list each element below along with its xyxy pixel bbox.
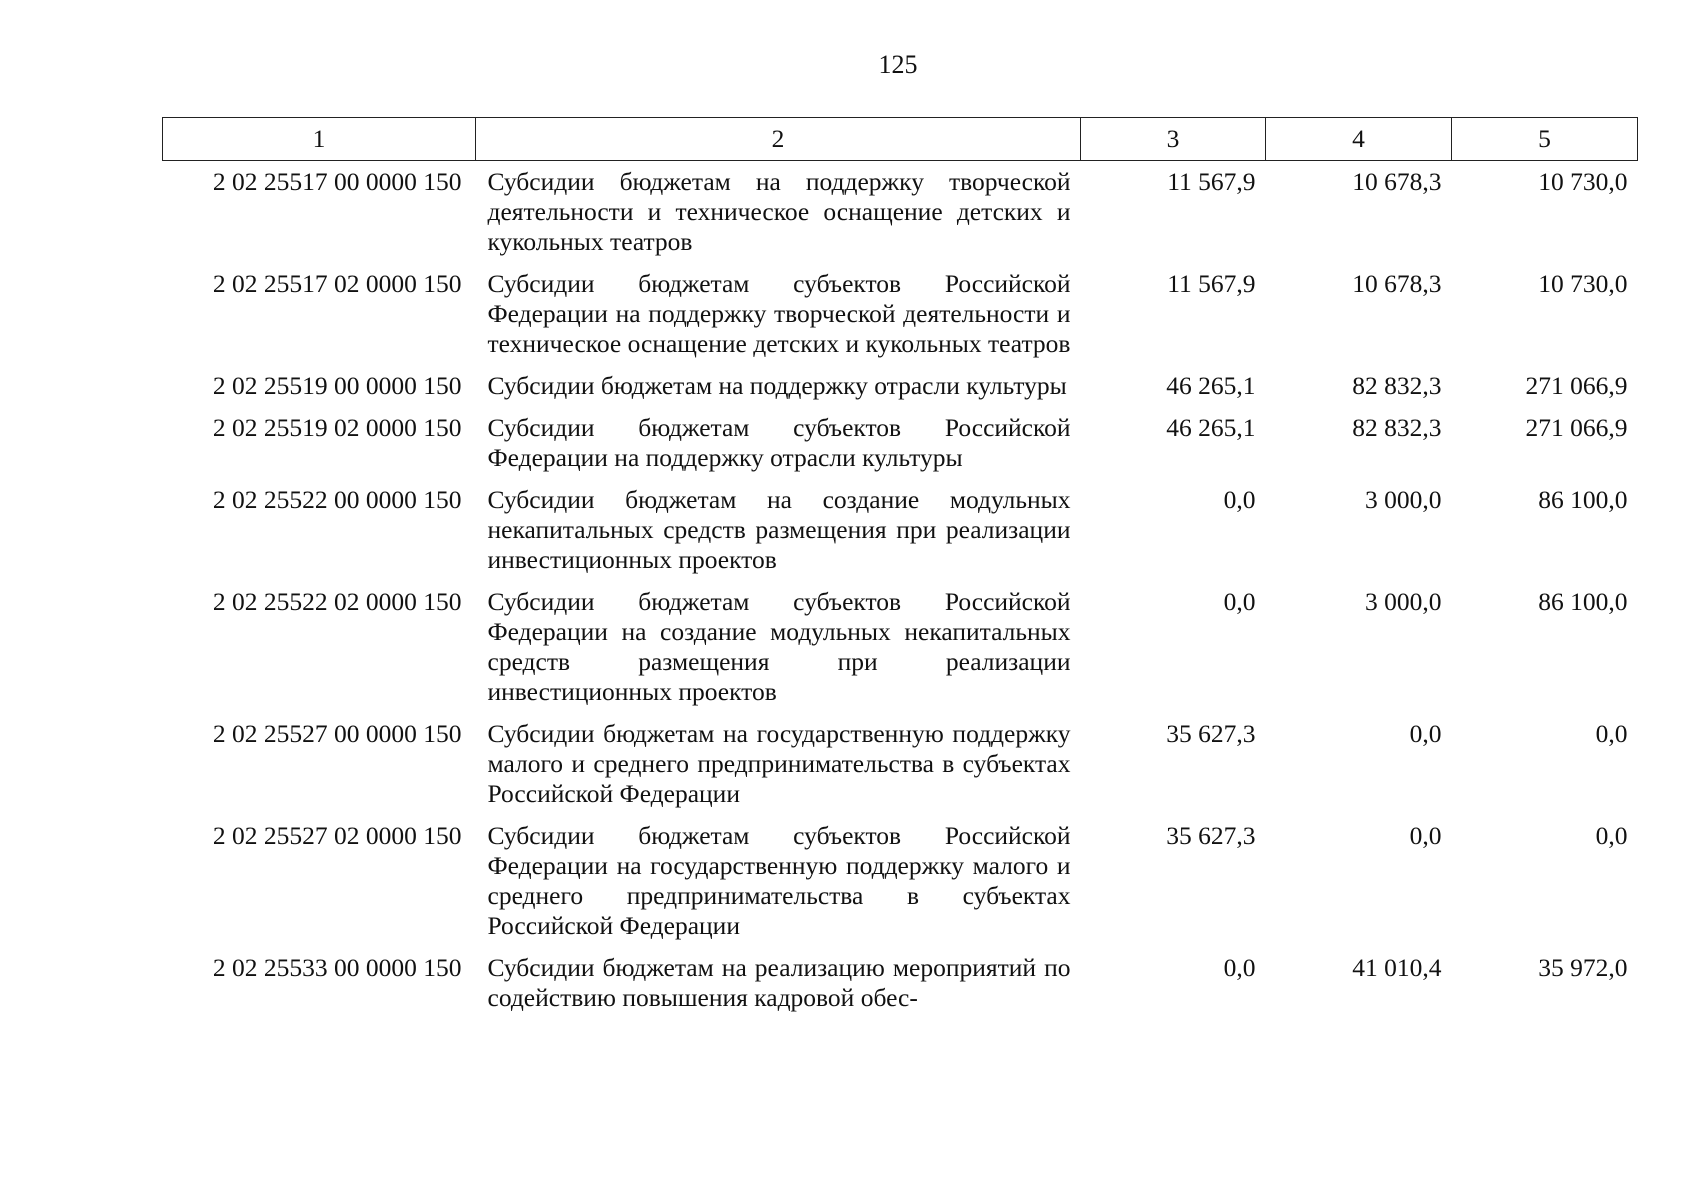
row-description: Субсидии бюджетам на создание модульных некапитальных средств размещения при реализации инвестиционных проектов xyxy=(487,485,1071,574)
header-col-4: 4 xyxy=(1266,118,1452,161)
amount-col-3: 46 265,1 xyxy=(1166,371,1256,400)
amount-col-4: 82 832,3 xyxy=(1352,413,1442,442)
amount-col-5: 35 972,0 xyxy=(1538,953,1628,982)
table-row xyxy=(163,815,1638,947)
budget-code: 2 02 25527 02 0000 150 xyxy=(212,821,462,850)
amount-col-4: 82 832,3 xyxy=(1352,371,1442,400)
row-description: Субсидии бюджетам субъектов Российской Федерации на поддержку отрасли культуры xyxy=(487,413,1071,472)
table-header xyxy=(163,118,1638,161)
table-row xyxy=(163,161,1638,264)
amount-col-5: 0,0 xyxy=(1595,719,1628,748)
row-description: Субсидии бюджетам на государственную поддержку малого и среднего предпринимательства в субъектах Российской Федерации xyxy=(487,719,1071,808)
amount-col-5: 271 066,9 xyxy=(1525,413,1628,442)
amount-col-3: 35 627,3 xyxy=(1166,719,1256,748)
amount-col-4: 3 000,0 xyxy=(1365,587,1442,616)
row-description: Субсидии бюджетам на реализацию мероприятий по содействию повышения кадровой обес- xyxy=(487,953,1071,1012)
table-row xyxy=(163,947,1638,1019)
header-col-2: 2 xyxy=(476,118,1081,161)
amount-col-4: 10 678,3 xyxy=(1352,167,1442,196)
budget-table xyxy=(162,117,1638,1019)
amount-col-3: 0,0 xyxy=(1223,485,1256,514)
amount-col-4: 3 000,0 xyxy=(1365,485,1442,514)
row-description: Субсидии бюджетам субъектов Российской Федерации на поддержку творческой деятельности и техническое оснащение детских и кукольных театров xyxy=(487,269,1071,358)
budget-code: 2 02 25533 00 0000 150 xyxy=(212,953,462,982)
header-col-3: 3 xyxy=(1081,118,1266,161)
budget-code: 2 02 25519 02 0000 150 xyxy=(212,413,462,442)
amount-col-4: 0,0 xyxy=(1409,719,1442,748)
table-row xyxy=(163,479,1638,581)
amount-col-4: 10 678,3 xyxy=(1352,269,1442,298)
header-row xyxy=(163,118,1638,161)
budget-code: 2 02 25517 02 0000 150 xyxy=(212,269,462,298)
budget-code: 2 02 25519 00 0000 150 xyxy=(212,371,462,400)
amount-col-5: 0,0 xyxy=(1595,821,1628,850)
budget-code: 2 02 25527 00 0000 150 xyxy=(212,719,462,748)
budget-code: 2 02 25522 00 0000 150 xyxy=(212,485,462,514)
amount-col-3: 35 627,3 xyxy=(1166,821,1256,850)
table-row xyxy=(163,365,1638,407)
row-description: Субсидии бюджетам на поддержку отрасли культуры xyxy=(487,371,1067,400)
row-description: Субсидии бюджетам на поддержку творческой деятельности и техническое оснащение детских и кукольных театров xyxy=(487,167,1071,256)
header-col-1: 1 xyxy=(163,118,476,161)
row-description: Субсидии бюджетам субъектов Российской Федерации на государственную поддержку малого и среднего предпринимательства в субъектах Российской Федерации xyxy=(487,821,1071,940)
amount-col-3: 46 265,1 xyxy=(1166,413,1256,442)
table-row xyxy=(163,407,1638,479)
table-row xyxy=(163,713,1638,815)
header-col-5: 5 xyxy=(1452,118,1638,161)
amount-col-3: 11 567,9 xyxy=(1167,269,1256,298)
amount-col-5: 10 730,0 xyxy=(1538,167,1628,196)
page-number: 125 xyxy=(878,50,918,79)
amount-col-3: 0,0 xyxy=(1223,587,1256,616)
table-row xyxy=(163,581,1638,713)
amount-col-5: 86 100,0 xyxy=(1538,485,1628,514)
budget-code: 2 02 25522 02 0000 150 xyxy=(212,587,462,616)
table-row xyxy=(163,263,1638,365)
row-description: Субсидии бюджетам субъектов Российской Федерации на создание модульных некапитальных средств размещения при реализации инвестиционных проектов xyxy=(487,587,1071,706)
amount-col-3: 0,0 xyxy=(1223,953,1256,982)
amount-col-5: 271 066,9 xyxy=(1525,371,1628,400)
amount-col-5: 10 730,0 xyxy=(1538,269,1628,298)
amount-col-5: 86 100,0 xyxy=(1538,587,1628,616)
amount-col-4: 0,0 xyxy=(1409,821,1442,850)
amount-col-3: 11 567,9 xyxy=(1167,167,1256,196)
table-body xyxy=(163,161,1638,1020)
amount-col-4: 41 010,4 xyxy=(1352,953,1442,982)
budget-code: 2 02 25517 00 0000 150 xyxy=(212,167,462,196)
